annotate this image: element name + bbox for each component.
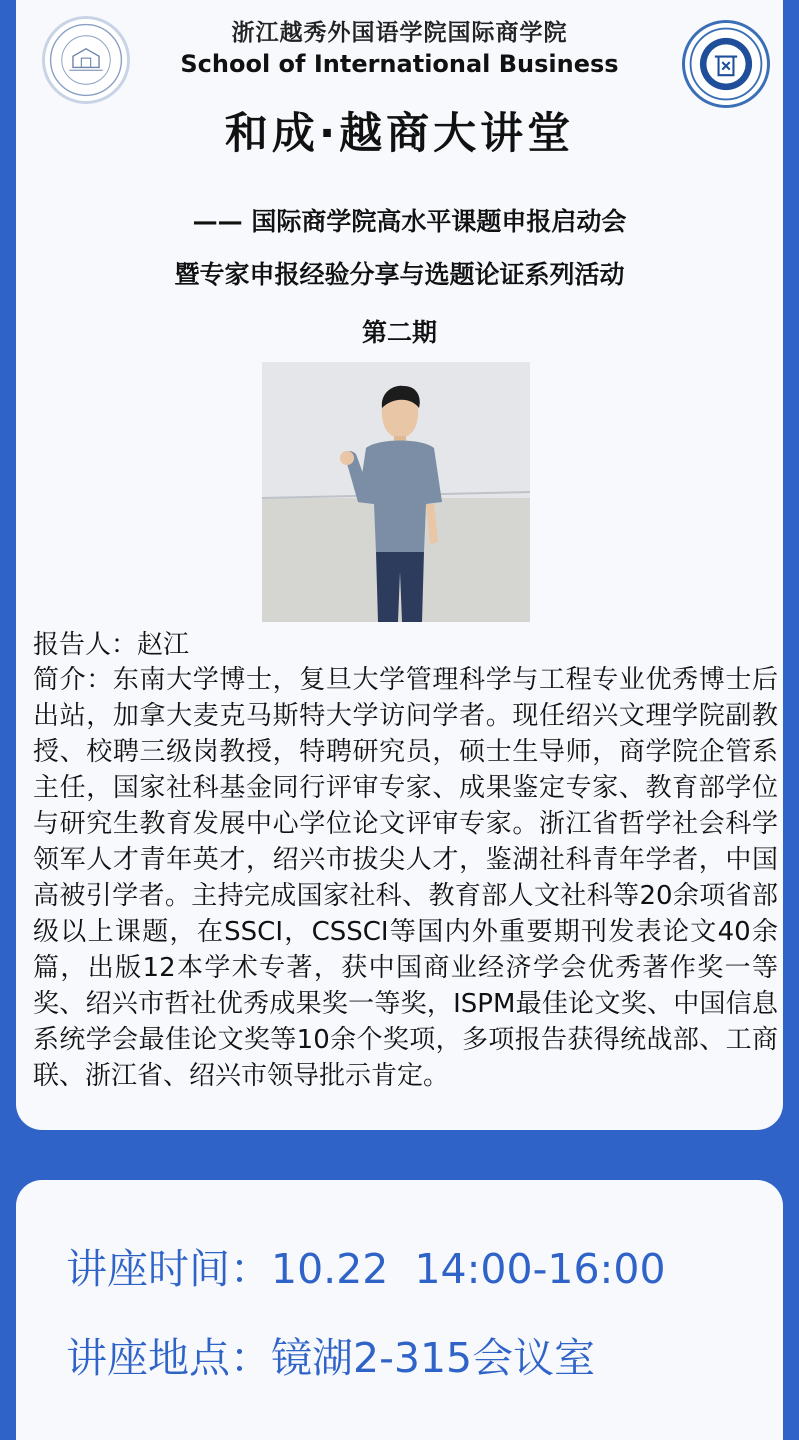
event-subtitle-line1: —— 国际商学院高水平课题申报启动会 xyxy=(192,207,627,236)
speaker-name: 报告人：赵江 xyxy=(33,630,190,660)
speaker-biography: 简介：东南大学博士，复旦大学管理科学与工程专业优秀博士后出站，加拿大麦克马斯特大学访问学者。现任绍兴文理学院副教授、校聘三级岗教授，特聘研究员，硕士生导师，商学院企管系主任，国家社科基金同行评审专家、成果鉴定专家、教育部学位与研究生教育发展中心学位论文评审专家。浙江省哲学社会科学领军人才青年英才，绍兴市拔尖人才，鉴湖社科青年学者，中国高被引学者。主持完成国家社科、教育部人文社科等20余项省部级以上课题，在SSCI，CSSCI等国内外重要期刊发表论文40余篇，出版12本学术专著，获中国商业经济学会优秀著作奖一等奖、绍兴市哲社优秀成果奖一等奖，ISPM最佳论文奖、中国信息系统学会最佳论文奖等10余个奖项，多项报告获得统战部、工商联、浙江省、绍兴市领导批示肯定。 xyxy=(33,665,778,1091)
lecture-location: 讲座地点：镜湖2-315会议室 xyxy=(66,1334,596,1382)
event-issue-number: 第二期 xyxy=(361,318,437,347)
lecture-info-card xyxy=(16,1180,783,1440)
school-name-english: School of International Business xyxy=(180,50,619,78)
event-subtitle-line2: 暨专家申报经验分享与选题论证系列活动 xyxy=(174,260,625,289)
school-name-chinese: 浙江越秀外国语学院国际商学院 xyxy=(231,20,568,46)
lecture-series-title: 和成·越商大讲堂 xyxy=(224,109,575,159)
speaker-photo xyxy=(262,362,530,622)
lecture-time: 讲座时间：10.22 14:00-16:00 xyxy=(66,1245,666,1293)
